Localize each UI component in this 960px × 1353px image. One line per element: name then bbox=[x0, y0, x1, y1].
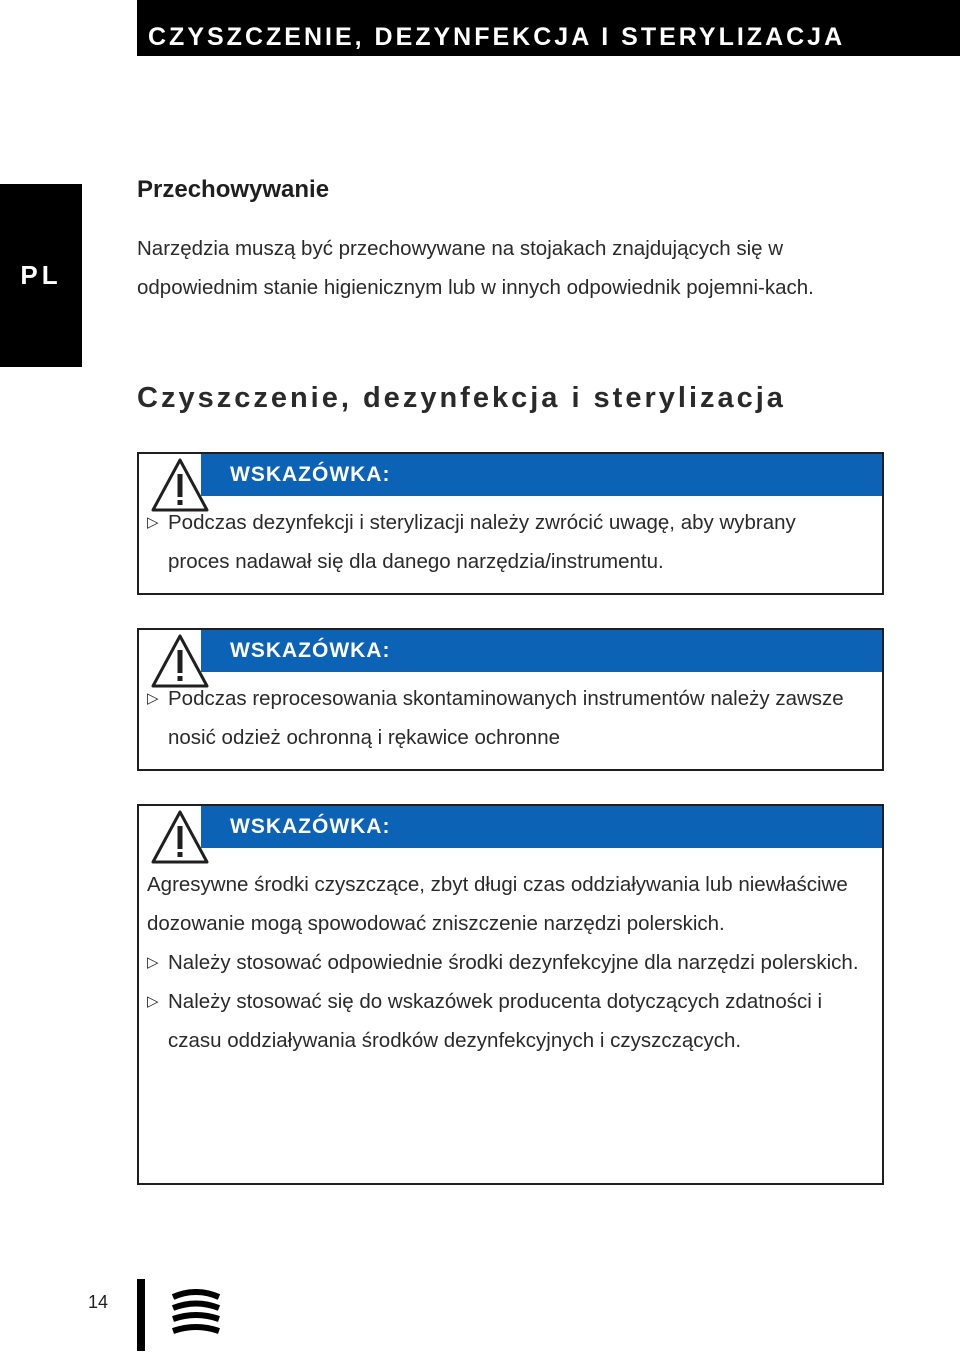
note-header bbox=[201, 630, 882, 672]
bullet-text: Podczas dezynfekcji i sterylizacji należy zwrócić uwagę, aby wybrany proces nadawał się dla danego narzędzia/instrumentu. bbox=[168, 511, 796, 573]
list-item bbox=[147, 679, 862, 757]
list-item bbox=[147, 503, 862, 581]
brand-logo-icon bbox=[171, 1289, 221, 1335]
note-header bbox=[201, 454, 882, 496]
note-label: WSKAZÓWKA: bbox=[230, 463, 391, 486]
triangle-right-icon: ▷ bbox=[147, 954, 159, 971]
storage-paragraph: Narzędzia muszą być przechowywane na stojakach znajdujących się w odpowiednim stanie higienicznym lub w innych odpowiednik pojemni-kach. bbox=[137, 237, 814, 299]
header-title: CZYSZCZENIE, DEZYNFEKCJA I STERYLIZACJA bbox=[148, 23, 846, 51]
list-item bbox=[147, 943, 862, 982]
triangle-right-icon: ▷ bbox=[147, 993, 159, 1010]
main-heading: Czyszczenie, dezynfekcja i sterylizacja bbox=[137, 382, 786, 414]
triangle-right-icon: ▷ bbox=[147, 690, 159, 707]
note-body bbox=[139, 848, 882, 1072]
triangle-right-icon: ▷ bbox=[147, 514, 159, 531]
note-box-3 bbox=[137, 804, 884, 1185]
storage-heading: Przechowywanie bbox=[137, 176, 330, 203]
warning-triangle-icon bbox=[151, 810, 209, 864]
language-tab bbox=[0, 184, 82, 367]
language-label: PL bbox=[20, 260, 62, 290]
note-box-1 bbox=[137, 452, 884, 595]
page-number: 14 bbox=[88, 1292, 109, 1312]
note-intro: Agresywne środki czyszczące, zbyt długi czas oddziaływania lub niewłaściwe dozowanie mogą spowodować zniszczenie narzędzi polerskich. bbox=[147, 873, 848, 935]
note-header bbox=[201, 806, 882, 848]
footer-divider bbox=[137, 1279, 145, 1351]
note-body bbox=[139, 496, 882, 593]
bullet-text: Podczas reprocesowania skontaminowanych instrumentów należy zawsze nosić odzież ochronną i rękawice ochronne bbox=[168, 687, 844, 749]
page-header bbox=[137, 0, 960, 56]
note-label: WSKAZÓWKA: bbox=[230, 815, 391, 838]
bullet-text: Należy stosować się do wskazówek producenta dotyczących zdatności i czasu oddziaływania środków dezynfekcyjnych i czyszczących. bbox=[168, 990, 823, 1052]
note-label: WSKAZÓWKA: bbox=[230, 639, 391, 662]
list-item bbox=[147, 982, 862, 1060]
note-box-2 bbox=[137, 628, 884, 771]
bullet-text: Należy stosować odpowiednie środki dezynfekcyjne dla narzędzi polerskich. bbox=[168, 951, 859, 974]
note-body bbox=[139, 672, 882, 769]
